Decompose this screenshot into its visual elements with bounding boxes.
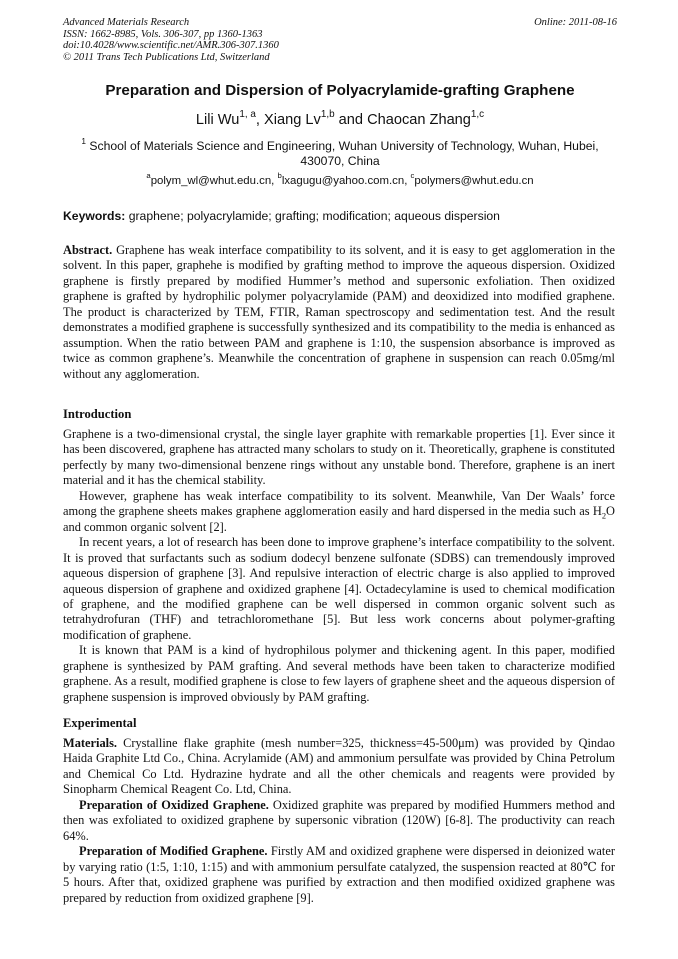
online-date: Online: 2011-08-16 xyxy=(534,17,617,28)
paragraph: It is known that PAM is a kind of hydrophilous polymer and thickening agent. In this paper, modified graphene is synthesized by PAM grafting. And several methods have been taken to characterize modified graphene. As a result, modified graphene is close to few layers of graphene sheet and the aqueous dispersion of graphene suspension is improved obviously by PAM grafting. xyxy=(63,643,615,704)
paragraph: In recent years, a lot of research has been done to improve graphene’s interface compatibility to the solvent. It is proved that surfactants such as sodium dodecyl benzene sulfonate (SDBS) can tremendously improved aqueous dispersion of graphene [3]. And repulsive interaction of electric charge is also applied to improved aqueous dispersion of graphene and oxidized graphene [4]. Octadecylamine is used to chemical modification of graphene, and the modified graphene can be well dispersed in common organic solvent such as tetrahydrofuran (THF) and tetrachloromethane [5]. But less work concerns about polymer-grafting modification of graphene. xyxy=(63,535,615,642)
journal-header xyxy=(63,17,617,63)
author-name: Chaocan Zhang xyxy=(367,112,471,128)
email-mark: a xyxy=(146,171,151,181)
doi-line: doi:10.4028/www.scientific.net/AMR.306-307.1360 xyxy=(63,40,279,51)
subsection-label: Materials. xyxy=(63,736,118,750)
copyright-line: © 2011 Trans Tech Publications Ltd, Switzerland xyxy=(63,51,270,63)
abstract-label: Abstract. xyxy=(63,243,113,257)
affiliation xyxy=(63,136,617,169)
subsection-label: Preparation of Oxidized Graphene. xyxy=(79,797,269,812)
introduction-section xyxy=(63,427,615,705)
subsection-label: Preparation of Modified Graphene. xyxy=(79,844,268,859)
experimental-section xyxy=(63,736,615,906)
author-list xyxy=(40,109,640,128)
issn-line: ISSN: 1662-8985, Vols. 306-307, pp 1360-1363 xyxy=(63,28,263,40)
journal-name: Advanced Materials Research xyxy=(63,17,190,28)
paper-title: Preparation and Dispersion of Polyacrylamide-grafting Graphene xyxy=(105,82,575,99)
paragraph: Preparation of Oxidized Graphene. Oxidized graphite was prepared by modified Hummers method and then was exfoliated to oxidized graphene by supersonic vibration (120W) [6-8]. The productivity can reach 64%. xyxy=(63,797,615,843)
paragraph: Materials. Crystalline flake graphite (mesh number=325, thickness=45-500μm) was provided by Qindao Haida Graphite Ltd Co., China. Acrylamide (AM) and ammonium persulfate was provided by China Petrolum and Chemical Co Ltd. Hydrazine hydrate and all the other chemicals and reagents were provided by Sinopharm Chemical Reagent Co. Ltd, China. xyxy=(63,736,615,797)
keywords-text: graphene; polyacrylamide; grafting; modification; aqueous dispersion xyxy=(125,209,500,223)
paragraph: Graphene is a two-dimensional crystal, the single layer graphite with remarkable properties [1]. Ever since it has been discovered, graphene has attracted many scholars to study on it. Theoretically, graphene is constituted perfectly by many two-dimensional benzene rings without any unstable bond. Therefore, graphene is an inert material and it has the chemical stability. xyxy=(63,427,615,488)
email-link[interactable]: polymers@whut.edu.cn xyxy=(414,175,534,187)
email-link[interactable]: lxagugu@yahoo.com.cn, xyxy=(281,175,411,187)
keywords-label: Keywords: xyxy=(63,209,126,223)
author-name: Xiang Lv xyxy=(264,112,321,128)
author-affiliation-mark: 1,b xyxy=(320,109,335,121)
keywords xyxy=(63,209,617,223)
author-affiliation-mark: 1, a xyxy=(239,109,256,121)
abstract-text: Graphene has weak interface compatibility to its solvent, and it is easy to get agglomeration in the solvent. In this paper, graphehe is modified by grafting method to improve the aqueous dispersion. Oxidized graphene is firstly prepared by modified Hummer’s method and supersonic exfoliation. Then oxidized graphene is grafted by hydrophilic polymer polyacrylamide (PAM) and deoxidized into modified graphene. The product is characterized by TEM, FTIR, Raman spectroscopy and sedimentation test. And the result demonstrates a modified graphene is successfully synthesized and its compatibility to the media is enhanced as assumption. When the ratio between PAM and graphene is 1:10, the suspension absorbance is improved as twice as common graphene’s. Meanwhile the concentration of graphene in suspension can reach 0.05mg/ml without any agglomeration. xyxy=(63,243,615,381)
author-separator: , xyxy=(255,112,265,128)
author-emails xyxy=(63,171,617,187)
email-mark: c xyxy=(410,171,415,181)
author-name: Lili Wu xyxy=(195,112,240,128)
author-separator: and xyxy=(334,112,368,128)
subscript: 2 xyxy=(601,510,607,521)
section-heading-experimental: Experimental xyxy=(63,716,137,730)
paragraph: However, graphene has weak interface compatibility to its solvent. Meanwhile, Van Der Waals’ force among the graphene sheets makes graphene agglomeration easily and hard dispersed in the media such as $H_2O$ and common organic solvent [2]. xyxy=(63,488,615,534)
affiliation-mark: 1 xyxy=(81,136,86,147)
section-heading-introduction: Introduction xyxy=(63,407,132,421)
email-link[interactable]: polym_wl@whut.edu.cn, xyxy=(150,175,278,187)
author-affiliation-mark: 1,c xyxy=(470,109,485,121)
paragraph: Preparation of Modified Graphene. Firstly AM and oxidized graphene were dispersed in deionized water by varying ratio (1:5, 1:10, 1:15) and with ammonium persulfate catalyzed, the suspension reacted at 80℃ for 5 hours. After that, oxidized graphene was purified by extraction and then modified oxidized graphene was prepared by reduction from oxidized graphene [9]. xyxy=(63,844,615,905)
affiliation-text: School of Materials Science and Engineering, Wuhan University of Technology, Wuhan, Hubei, 430070, China xyxy=(85,139,599,168)
email-mark: b xyxy=(277,171,282,181)
abstract xyxy=(63,243,615,382)
